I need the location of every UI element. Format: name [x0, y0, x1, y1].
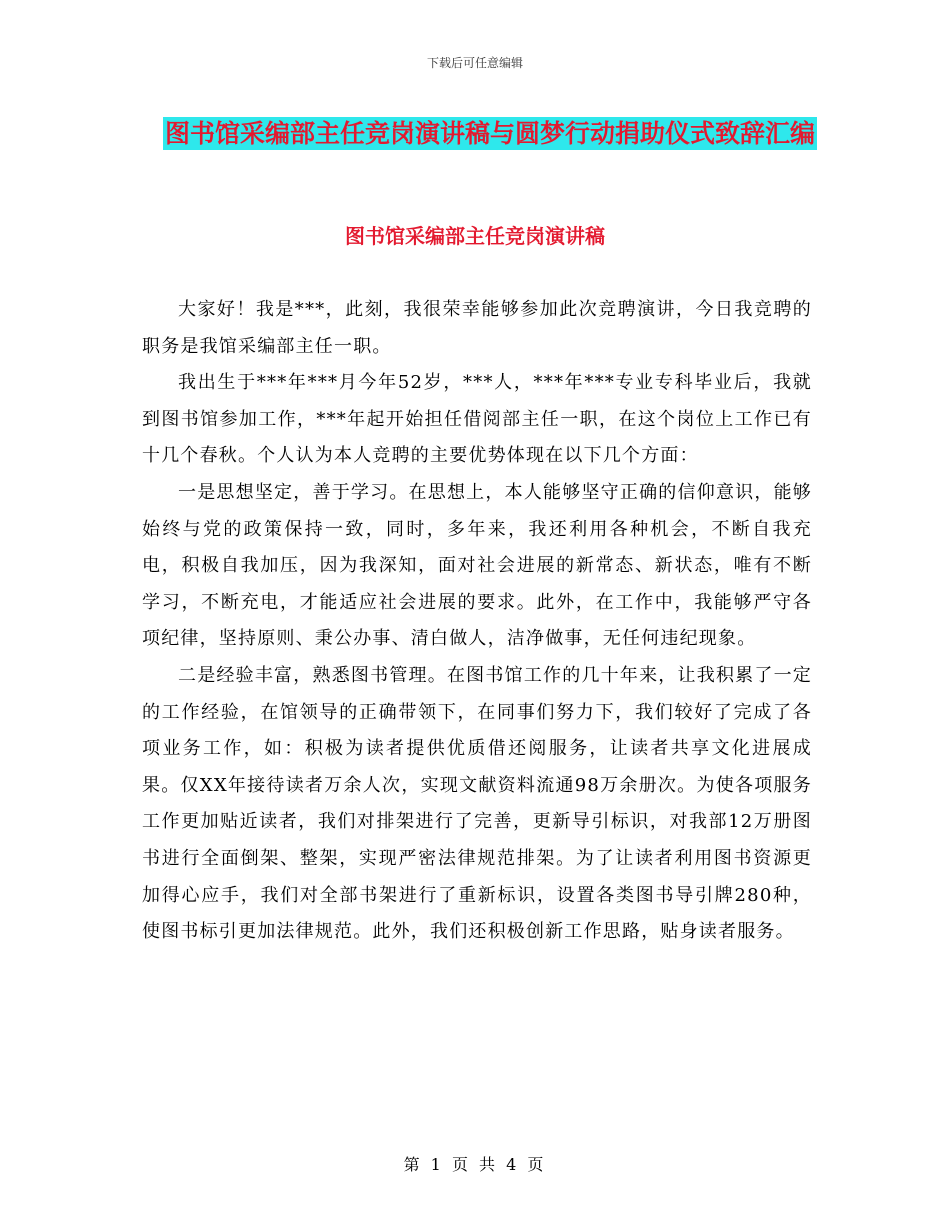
section-title: 图书馆采编部主任竞岗演讲稿	[345, 224, 605, 248]
header-note: 下载后可任意编辑	[426, 56, 523, 70]
paragraph: 一是思想坚定，善于学习。在思想上，本人能够坚守正确的信仰意识，能够始终与党的政策保持一致，同时，多年来，我还利用各种机会，不断自我充电，积极自我加压，因为我深知，面对社会进展的新常态、新状态，唯有不断学习，不断充电，才能适应社会进展的要求。此外，在工作中，我能够严守各项纪律，坚持原则、秉公办事、清白做人，洁净做事，无任何违纪现象。	[142, 481, 812, 650]
document-title-text: 图书馆采编部主任竞岗演讲稿与圆梦行动捐助仪式致辞汇编	[164, 119, 815, 148]
paragraph: 二是经验丰富，熟悉图书管理。在图书馆工作的几十年来，让我积累了一定的工作经验，在馆领导的正确带领下，在同事们努力下，我们较好了完成了各项业务工作，如：积极为读者提供优质借还阅服务，让读者共享文化进展成果。仅XX年接待读者万余人次，实现文献资料流通98万余册次。为使各项服务工作更加贴近读者，我们对排架进行了完善，更新导引标识，对我部12万册图书进行全面倒架、整架，实现严密法律规范排架。为了让读者利用图书资源更加得心应手，我们对全部书架进行了重新标识，设置各类图书导引牌280种，使图书标引更加法律规范。此外，我们还积极创新工作思路，贴身读者服务。	[142, 664, 812, 943]
page-number: 第 1 页 共 4 页	[403, 1155, 547, 1174]
document-title	[140, 108, 840, 160]
paragraph: 大家好！我是***，此刻，我很荣幸能够参加此次竞聘演讲，今日我竞聘的职务是我馆采编部主任一职。	[142, 299, 812, 357]
body-text	[142, 292, 812, 951]
paragraph: 我出生于***年***月今年52岁，***人，***年***专业专科毕业后，我就到图书馆参加工作，***年起开始担任借阅部主任一职，在这个岗位上工作已有十几个春秋。个人认为本人竞聘的主要优势体现在以下几个方面：	[142, 372, 812, 467]
